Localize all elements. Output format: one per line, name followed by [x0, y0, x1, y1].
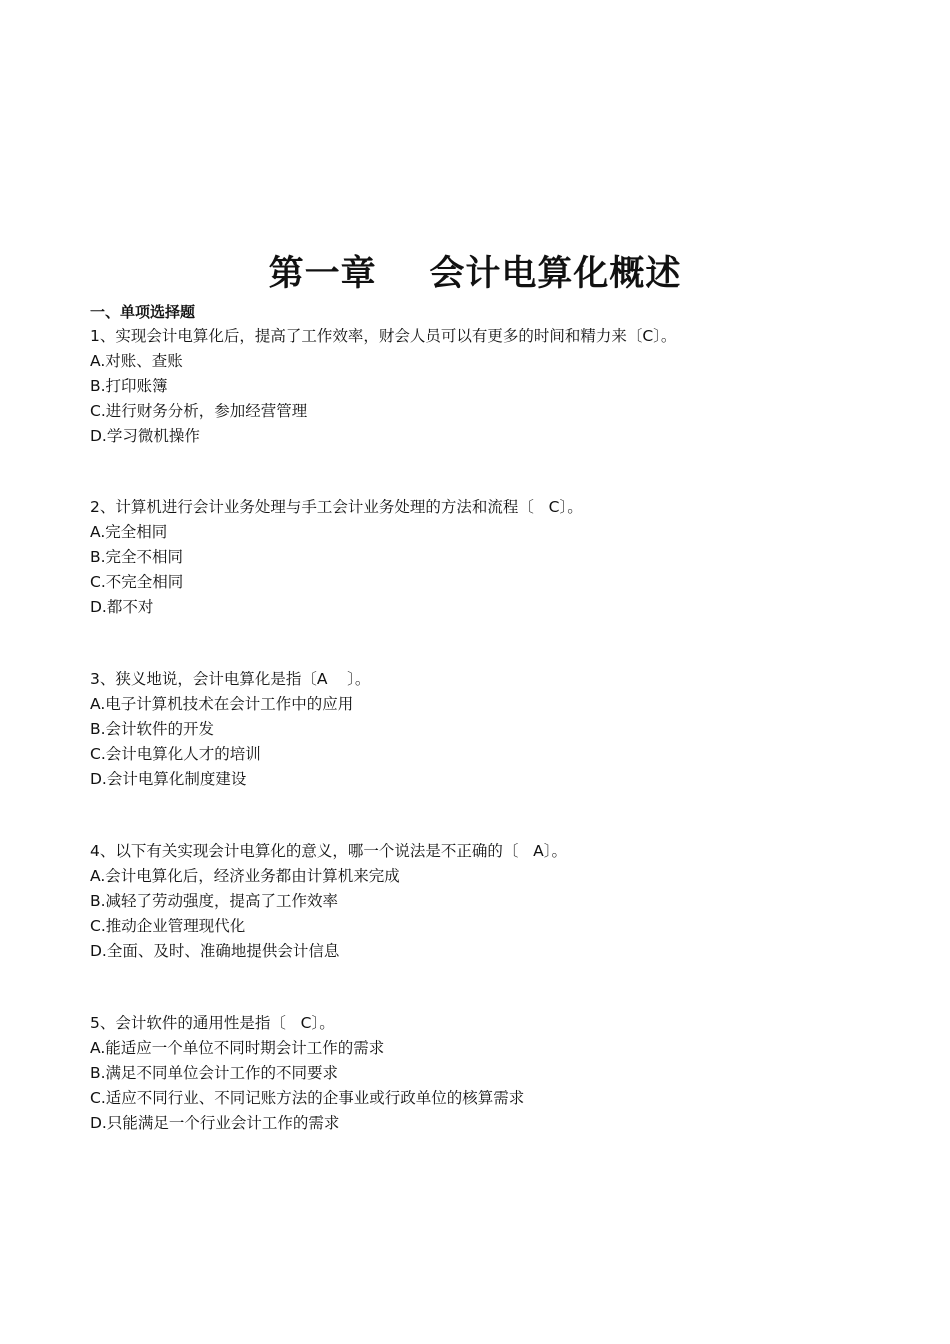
option-b: B.打印账簿	[90, 377, 168, 395]
question-5	[90, 1011, 890, 1136]
question-4	[90, 839, 890, 964]
question-stem: 1、实现会计电算化后，提高了工作效率，财会人员可以有更多的时间和精力来〔C〕。	[90, 327, 677, 345]
option-a: A.电子计算机技术在会计工作中的应用	[90, 695, 354, 713]
question-3	[90, 667, 890, 792]
question-1	[90, 324, 890, 449]
option-b: B.满足不同单位会计工作的不同要求	[90, 1064, 339, 1082]
option-a: A.能适应一个单位不同时期会计工作的需求	[90, 1039, 385, 1057]
option-d: D.会计电算化制度建设	[90, 770, 247, 788]
option-c: C.适应不同行业、不同记账方法的企事业或行政单位的核算需求	[90, 1089, 525, 1107]
option-a: A.对账、查账	[90, 352, 183, 370]
option-c: C.进行财务分析，参加经营管理	[90, 402, 308, 420]
option-c: C.会计电算化人才的培训	[90, 745, 261, 763]
option-c: C.不完全相同	[90, 573, 184, 591]
question-stem: 2、计算机进行会计业务处理与手工会计业务处理的方法和流程〔 C〕。	[90, 498, 583, 516]
option-d: D.学习微机操作	[90, 427, 200, 445]
option-d: D.只能满足一个行业会计工作的需求	[90, 1114, 340, 1132]
question-2	[90, 495, 890, 620]
option-b: B.减轻了劳动强度，提高了工作效率	[90, 892, 339, 910]
option-b: B.会计软件的开发	[90, 720, 215, 738]
option-d: D.都不对	[90, 598, 154, 616]
option-c: C.推动企业管理现代化	[90, 917, 246, 935]
option-a: A.会计电算化后，经济业务都由计算机来完成	[90, 867, 400, 885]
option-d: D.全面、及时、准确地提供会计信息	[90, 942, 340, 960]
option-a: A.完全相同	[90, 523, 168, 541]
option-b: B.完全不相同	[90, 548, 184, 566]
section-heading: 一、单项选择题	[90, 303, 196, 321]
chapter-title: 第一章 会计电算化概述	[268, 254, 682, 294]
question-stem: 5、会计软件的通用性是指〔 C〕。	[90, 1014, 335, 1032]
question-stem: 3、狭义地说，会计电算化是指〔A 〕。	[90, 670, 371, 688]
question-stem: 4、以下有关实现会计电算化的意义，哪一个说法是不正确的〔 A〕。	[90, 842, 567, 860]
